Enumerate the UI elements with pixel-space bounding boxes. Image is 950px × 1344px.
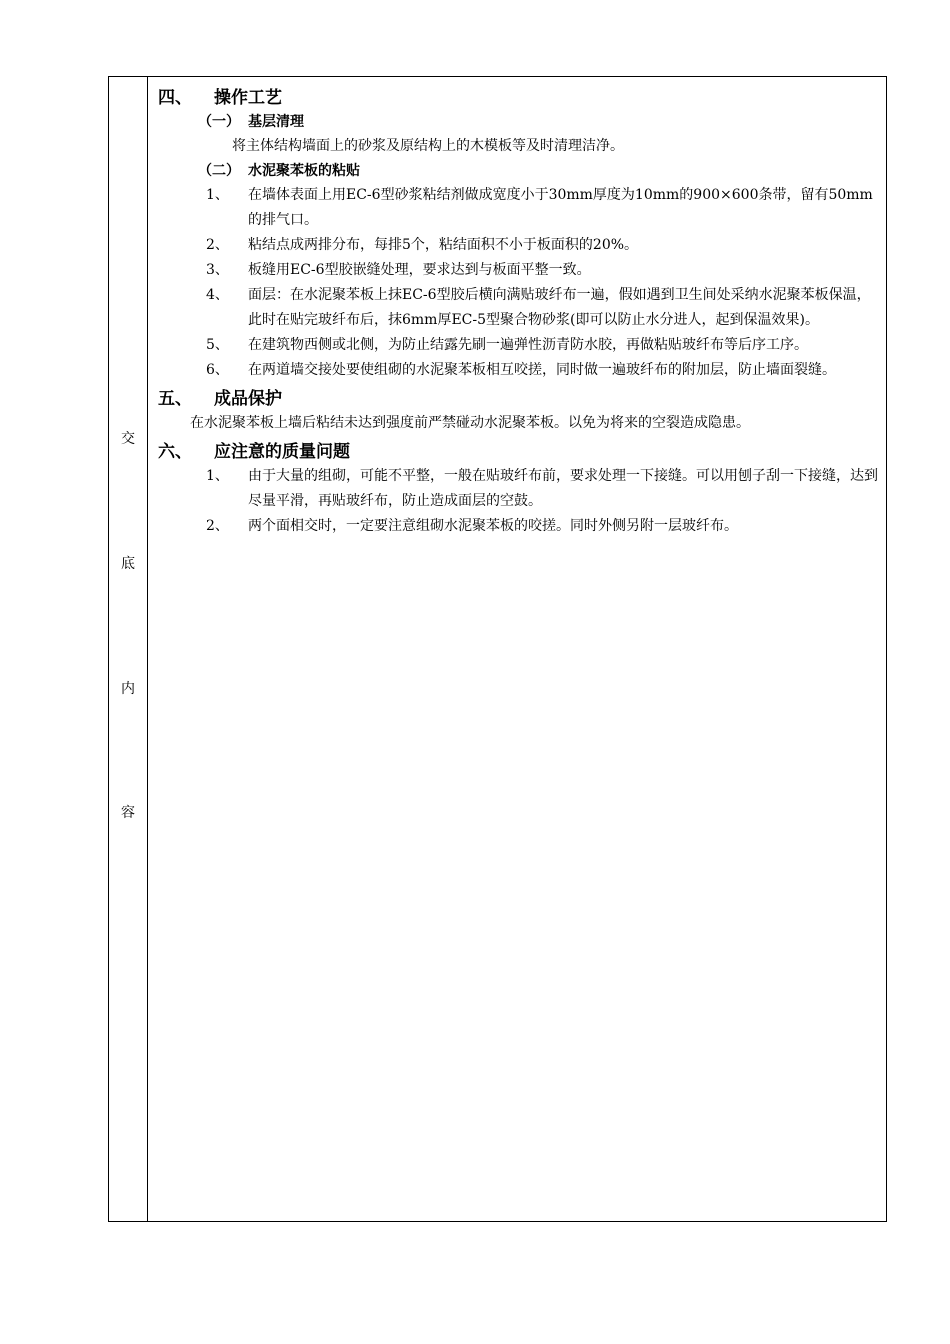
- list-item-text: 在建筑物西侧或北侧，为防止结露先刷一遍弹性沥青防水胶，再做粘贴玻纤布等后序工序。: [248, 337, 808, 353]
- list-item-index: 6、: [206, 362, 229, 378]
- list-item: [158, 464, 880, 514]
- section-5-number: 五、: [158, 389, 192, 409]
- subsection-1-text: 将主体结构墙面上的砂浆及原结构上的木模板等及时清理洁净。: [232, 138, 624, 154]
- side-label-char-2: 底: [121, 556, 135, 572]
- list-item: [158, 233, 880, 258]
- list-item: [158, 183, 880, 233]
- side-label-char-3: 内: [121, 681, 135, 697]
- list-item: [158, 514, 880, 539]
- side-label-char-4: 容: [121, 805, 135, 821]
- list-item-index: 4、: [206, 287, 229, 303]
- section-4-heading: [158, 86, 880, 110]
- column-divider: [147, 76, 148, 1222]
- list-item: [158, 333, 880, 358]
- subsection-1-heading: [158, 110, 880, 134]
- list-item-index: 2、: [206, 518, 229, 534]
- section-6-title: 应注意的质量问题: [214, 442, 350, 462]
- side-label-char-1: 交: [121, 431, 135, 447]
- list-item-text: 由于大量的组砌，可能不平整，一般在贴玻纤布前，要求处理一下接缝。可以用刨子刮一下接缝，达到尽量平滑，再贴玻纤布，防止造成面层的空鼓。: [248, 468, 878, 509]
- subsection-2-number: （二）: [198, 163, 240, 179]
- list-item: [158, 258, 880, 283]
- list-item: [158, 358, 880, 383]
- section-4-title: 操作工艺: [214, 88, 282, 108]
- section-4-number: 四、: [158, 88, 192, 108]
- list-item-text: 两个面相交时，一定要注意组砌水泥聚苯板的咬搓。同时外侧另附一层玻纤布。: [248, 518, 738, 534]
- section-5-text: 在水泥聚苯板上墙后粘结未达到强度前严禁碰动水泥聚苯板。以免为将来的空裂造成隐患。: [190, 415, 750, 431]
- list-item-text: 面层：在水泥聚苯板上抹EC-6型胶后横向满贴玻纤布一遍，假如遇到卫生间处采纳水泥聚苯板保温，此时在贴完玻纤布后，抹6mm厚EC-5型聚合物砂浆(即可以防止水分进人，起到保温效果)。: [248, 287, 871, 328]
- list-item-text: 板缝用EC-6型胶嵌缝处理，要求达到与板面平整一致。: [248, 262, 591, 278]
- list-item-index: 2、: [206, 237, 229, 253]
- subsection-2-heading: [158, 159, 880, 183]
- content-cell: [158, 86, 880, 539]
- subsection-2-title: 水泥聚苯板的粘贴: [248, 163, 360, 179]
- list-item: [158, 283, 880, 333]
- list-item-index: 1、: [206, 187, 229, 203]
- section-5-title: 成品保护: [214, 389, 282, 409]
- list-item-index: 5、: [206, 337, 229, 353]
- list-item-text: 粘结点成两排分布，每排5个，粘结面积不小于板面积的20%。: [248, 237, 639, 253]
- list-item-text: 在墙体表面上用EC-6型砂浆粘结剂做成宽度小于30mm厚度为10mm的900×600条带，留有50mm的排气口。: [248, 187, 873, 228]
- section-5-heading: [158, 387, 880, 411]
- list-item-index: 3、: [206, 262, 229, 278]
- list-item-text: 在两道墙交接处要使组砌的水泥聚苯板相互咬搓，同时做一遍玻纤布的附加层，防止墙面裂缝。: [248, 362, 836, 378]
- subsection-1-number: （一）: [198, 114, 240, 130]
- section-6-heading: [158, 440, 880, 464]
- section-6-number: 六、: [158, 442, 192, 462]
- subsection-1-title: 基层清理: [248, 114, 304, 130]
- list-item-index: 1、: [206, 468, 229, 484]
